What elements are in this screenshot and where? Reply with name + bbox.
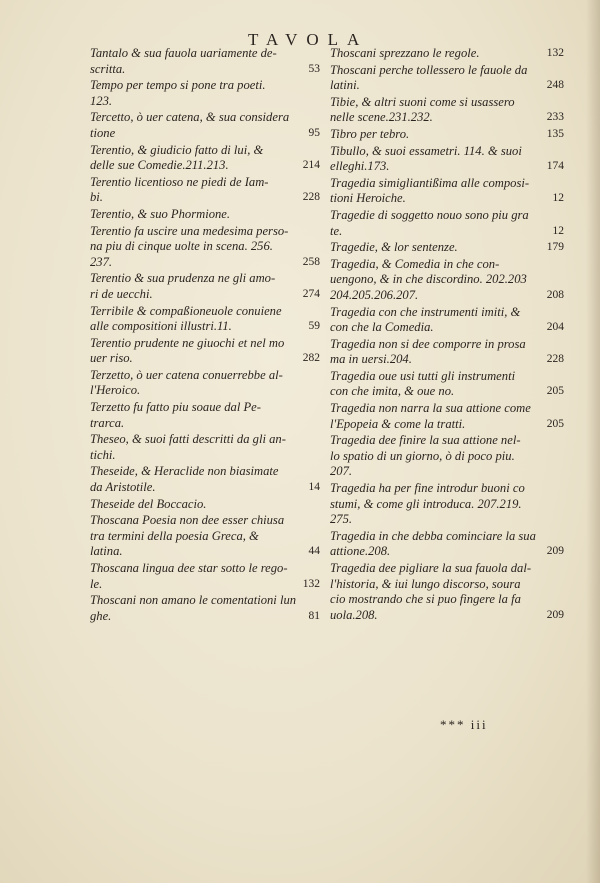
index-entry bbox=[90, 513, 320, 560]
index-entry bbox=[90, 46, 320, 77]
index-entry bbox=[330, 561, 564, 623]
page-edge-shadow bbox=[586, 0, 600, 883]
index-entry bbox=[330, 257, 564, 304]
index-entry bbox=[90, 175, 320, 206]
index-entry bbox=[90, 78, 320, 109]
index-entry-page: 14 bbox=[308, 481, 320, 494]
index-entry-page: 59 bbox=[308, 320, 320, 333]
index-entry-page: 274 bbox=[302, 287, 320, 300]
index-entry bbox=[330, 240, 564, 256]
index-entry bbox=[330, 95, 564, 126]
index-entry-text: Tragedia ha per fine introdur buoni co stumi, & come gli introduca. 207.219. 275. bbox=[330, 481, 525, 527]
index-entry bbox=[330, 176, 564, 207]
index-entry bbox=[90, 432, 320, 463]
index-entry bbox=[90, 464, 320, 495]
index-entry bbox=[330, 401, 564, 432]
index-entry bbox=[90, 110, 320, 141]
index-entry-text: Tragedia dee finire la sua attione nel- lo spatio di un giorno, ò di poco piu. 207. bbox=[330, 433, 521, 479]
index-entry bbox=[330, 144, 564, 175]
index-entry bbox=[90, 271, 320, 302]
index-entry bbox=[330, 529, 564, 560]
index-entry bbox=[330, 208, 564, 239]
index-entry-text: Thoscani perche tollessero le fauole da latini. bbox=[330, 62, 528, 93]
index-entry-text: Tragedia con che instrumenti imiti, & con che la Comedia. bbox=[330, 304, 521, 335]
index-entry-text: Terentio, & suo Phormione. bbox=[90, 206, 231, 221]
index-entry-page: 233 bbox=[546, 111, 564, 124]
index-column-left bbox=[90, 46, 320, 625]
index-entry-page: 205 bbox=[546, 385, 564, 398]
index-entry bbox=[90, 561, 320, 592]
index-entry-page: 204 bbox=[546, 321, 564, 334]
index-entry-text: Tantalo & sua fauola uariamente de- scritta. bbox=[90, 46, 277, 76]
index-entry-text: Tercetto, ò uer catena, & sua considera tione bbox=[90, 110, 290, 140]
index-entry bbox=[90, 497, 320, 513]
signature-mark: *** iii bbox=[440, 717, 488, 732]
index-entry-text: Tragedie, & lor sentenze. bbox=[330, 240, 458, 255]
index-entry bbox=[330, 369, 564, 400]
index-entry-text: Terentio fa uscire una medesima perso- na piu di cinque uolte in scena. 256. 237. bbox=[90, 223, 289, 269]
index-entry bbox=[90, 304, 320, 335]
index-entry bbox=[90, 224, 320, 271]
index-entry-text: Terzetto fu fatto piu soaue dal Pe- trarca. bbox=[90, 400, 261, 430]
index-entry-text: Terentio & sua prudenza ne gli amo- ri de uecchi. bbox=[90, 271, 276, 301]
index-entry-page: 95 bbox=[308, 126, 320, 139]
index-entry-page: 214 bbox=[302, 159, 320, 172]
index-entry-page: 174 bbox=[546, 160, 564, 173]
index-entry-text: Terribile & compaßioneuole conuiene alle compositioni illustri.11. bbox=[90, 303, 282, 334]
index-entry bbox=[330, 433, 564, 480]
index-entry bbox=[90, 400, 320, 431]
index-entry bbox=[330, 46, 564, 62]
index-entry-page: 282 bbox=[302, 352, 320, 365]
index-entry bbox=[330, 305, 564, 336]
index-entry-page: 44 bbox=[308, 545, 320, 558]
index-entry-text: Tragedia dee pigliare la sua fauola dal- l'historia, & iui lungo discorso, soura cio mostrando che si puo fingere la fa uola.208. bbox=[330, 561, 532, 622]
index-entry bbox=[90, 593, 320, 624]
index-entry bbox=[330, 63, 564, 94]
index-entry bbox=[330, 481, 564, 528]
index-entry-page: 258 bbox=[302, 255, 320, 268]
page-title: TAVOLA bbox=[248, 30, 369, 49]
index-entry bbox=[90, 368, 320, 399]
index-entry-page: 132 bbox=[302, 577, 320, 590]
index-entry-page: 228 bbox=[302, 191, 320, 204]
index-entry bbox=[330, 127, 564, 143]
index-entry bbox=[90, 207, 320, 223]
index-entry-text: Tibie, & altri suoni come si usassero nelle scene.231.232. bbox=[330, 94, 515, 125]
index-entry-text: Terentio, & giudicio fatto di lui, & delle sue Comedie.211.213. bbox=[90, 142, 264, 173]
index-entry-page: 12 bbox=[552, 224, 564, 237]
index-entry-text: Theseo, & suoi fatti descritti da gli an- tichi. bbox=[90, 432, 286, 462]
index-entry-text: Thoscana Poesia non dee esser chiusa tra termini della poesia Greca, & latina. bbox=[90, 513, 285, 559]
index-entry-page: 209 bbox=[546, 608, 564, 621]
index-entry-text: Theseide, & Heraclide non biasimate da Aristotile. bbox=[90, 464, 279, 495]
index-entry-text: Tragedia non narra la sua attione come l'Epopeia & come la tratti. bbox=[330, 401, 531, 431]
index-entry bbox=[90, 143, 320, 174]
index-entry bbox=[90, 336, 320, 367]
index-entry-text: Terentio prudente ne giuochi et nel mo uer riso. bbox=[90, 335, 285, 366]
index-entry-text: Tempo per tempo si pone tra poeti. 123. bbox=[90, 78, 266, 108]
index-entry-page: 81 bbox=[308, 609, 320, 622]
index-entry-page: 208 bbox=[546, 288, 564, 301]
index-entry-text: Tragedia oue usi tutti gli instrumenti con che imita, & oue no. bbox=[330, 368, 516, 399]
index-entry-page: 132 bbox=[546, 47, 564, 59]
index-entry-text: Tragedia, & Comedia in che con- uengono, & in che discordino. 202.203 204.205.206.207. bbox=[330, 256, 527, 302]
index-entry bbox=[330, 337, 564, 368]
index-entry-text: Terzetto, ò uer catena conuerrebbe al- l'Heroico. bbox=[90, 367, 283, 398]
index-entry-page: 205 bbox=[546, 417, 564, 430]
index-entry-text: Thoscani non amano le comentationi lun ghe. bbox=[90, 593, 297, 623]
index-entry-text: Tibro per tebro. bbox=[330, 126, 410, 141]
index-entry-page: 135 bbox=[546, 127, 564, 140]
index-entry-text: Tibullo, & suoi essametri. 114. & suoi elleghi.173. bbox=[330, 143, 522, 174]
index-column-right bbox=[330, 46, 564, 624]
index-entry-page: 53 bbox=[308, 62, 320, 75]
index-entry-text: Thoscani sprezzano le regole. bbox=[330, 46, 480, 60]
index-entry-page: 179 bbox=[546, 241, 564, 254]
index-entry-text: Tragedia in che debba cominciare la sua attione.208. bbox=[330, 528, 536, 559]
index-entry-page: 12 bbox=[552, 192, 564, 205]
index-entry-text: Tragedia simigliantißima alle composi- tioni Heroiche. bbox=[330, 175, 530, 206]
index-entry-text: Tragedia non si dee comporre in prosa ma in uersi.204. bbox=[330, 336, 526, 367]
index-entry-page: 209 bbox=[546, 545, 564, 558]
index-entry-text: Tragedie di soggetto nouo sono piu gra te. bbox=[330, 207, 529, 238]
index-entry-page: 228 bbox=[546, 353, 564, 366]
index-entry-text: Thoscana lingua dee star sotto le rego- le. bbox=[90, 561, 288, 591]
index-entry-text: Terentio licentioso ne piedi de Iam- bi. bbox=[90, 174, 269, 205]
index-entry-page: 248 bbox=[546, 79, 564, 92]
index-entry-text: Theseide del Boccacio. bbox=[90, 496, 207, 511]
